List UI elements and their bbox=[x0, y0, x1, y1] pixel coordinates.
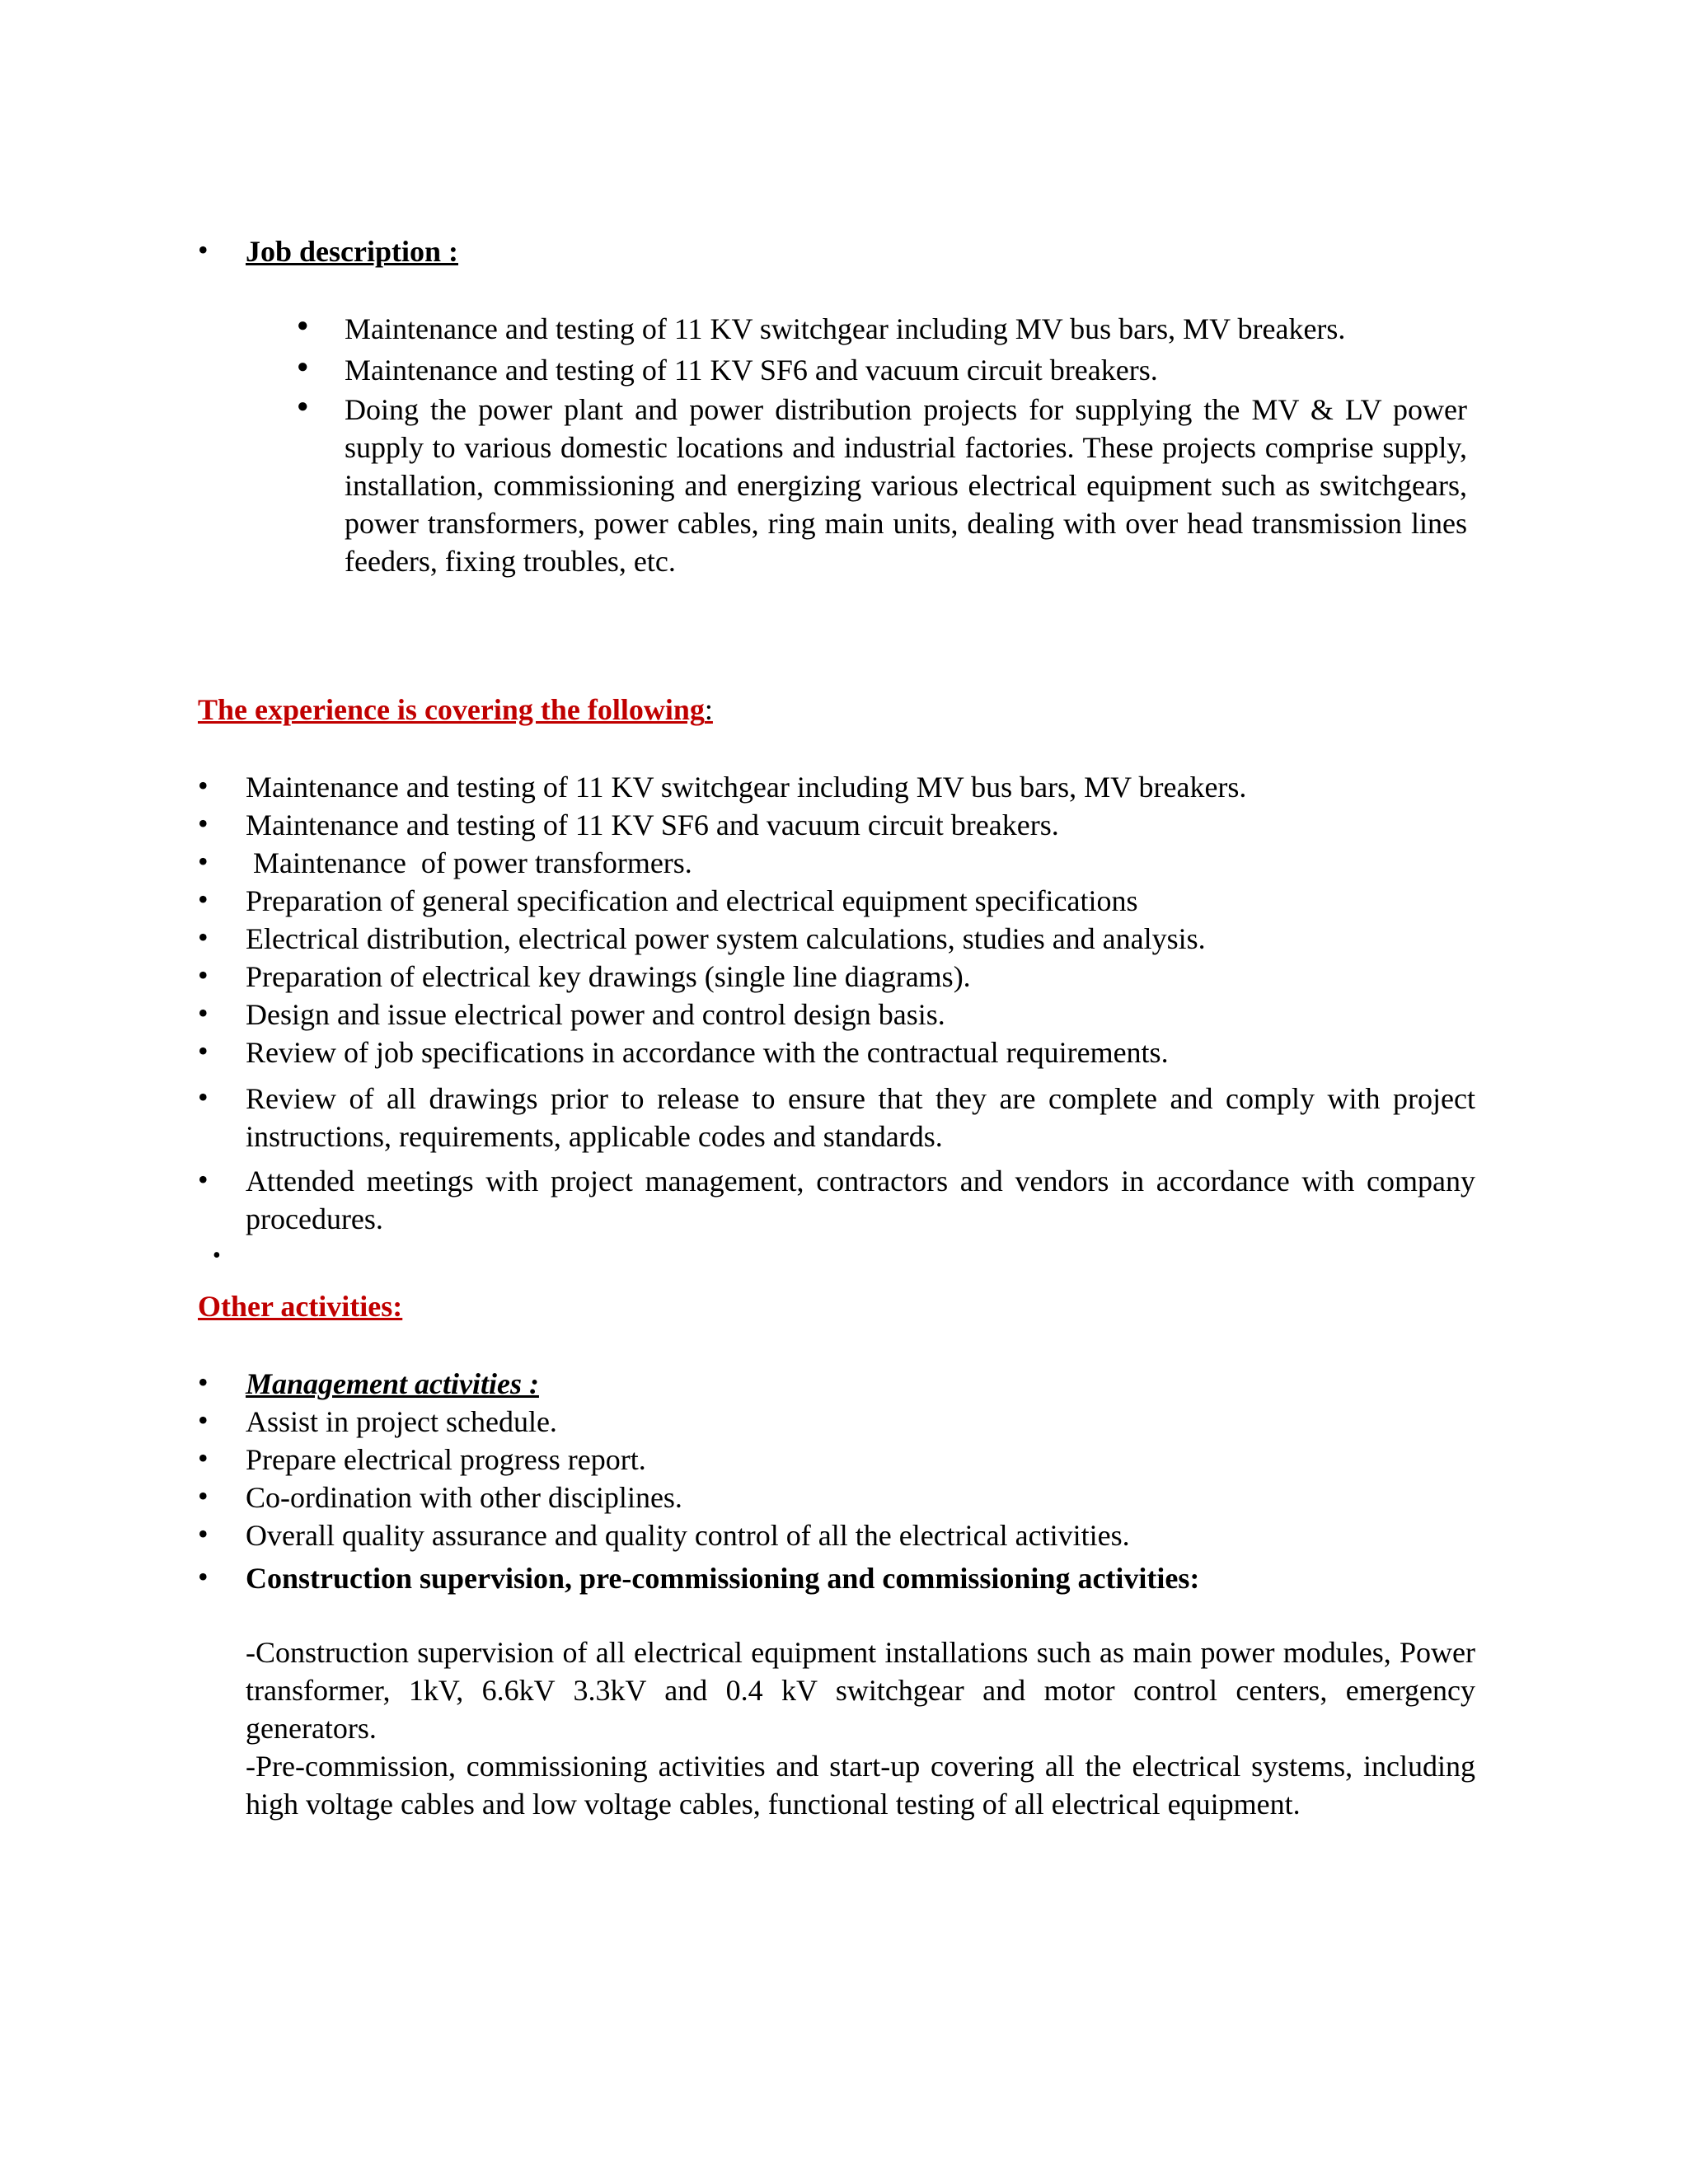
bullet: • bbox=[198, 233, 209, 266]
job-item-text: Maintenance and testing of 11 KV switchgear including MV bus bars, MV breakers. bbox=[345, 312, 1346, 345]
construction-paragraph-2: -Pre-commission, commissioning activities and start-up covering all the electrical systems, including high voltage cables and low voltage cables, functional testing of all electrical equipment. bbox=[246, 1750, 1475, 1821]
sub-bullet: ● bbox=[297, 356, 309, 377]
experience-item-text: Electrical distribution, electrical power system calculations, studies and analysis. bbox=[246, 922, 1206, 955]
experience-item-text: Maintenance and testing of 11 KV SF6 and vacuum circuit breakers. bbox=[246, 808, 1059, 841]
experience-item-text: Attended meetings with project management, contractors and vendors in accordance with company procedures. bbox=[246, 1165, 1475, 1235]
management-item-text: Co-ordination with other disciplines. bbox=[246, 1481, 682, 1514]
job-item-text: Maintenance and testing of 11 KV SF6 and vacuum circuit breakers. bbox=[345, 354, 1158, 387]
experience-item-text: Review of all drawings prior to release to ensure that they are complete and comply with project instructions, requirements, applicable codes and standards. bbox=[246, 1082, 1475, 1153]
bullet: • bbox=[198, 807, 209, 840]
experience-item-text: Preparation of electrical key drawings (single line diagrams). bbox=[246, 960, 971, 993]
bullet: • bbox=[198, 958, 209, 991]
experience-heading-row bbox=[198, 692, 713, 727]
construction-paragraph-1: -Construction supervision of all electrical equipment installations such as main power modules, Power transformer, 1kV, 6.6kV 3.3kV and 0.4 kV switchgear and motor control centers, emergency generators. bbox=[246, 1636, 1475, 1745]
experience-item-text: Design and issue electrical power and control design basis. bbox=[246, 998, 945, 1031]
bullet: • bbox=[198, 1404, 209, 1436]
experience-heading-colon: : bbox=[704, 693, 713, 726]
bullet: • bbox=[213, 1243, 221, 1268]
management-item-text: Assist in project schedule. bbox=[246, 1405, 557, 1438]
bullet: • bbox=[198, 1517, 209, 1550]
experience-heading: The experience is covering the following bbox=[198, 693, 705, 726]
bullet: • bbox=[198, 1366, 209, 1399]
management-item-text: Overall quality assurance and quality control of all the electrical activities. bbox=[246, 1519, 1130, 1552]
job-item-text: Doing the power plant and power distribution projects for supplying the MV & LV power supply to various domestic locations and industrial factories. These projects comprise supply, installation, commissioning and energizing various electrical equipment such as switchgears, power transformers, power cables, ring main units, dealing with over head transmission lines feeders, fixing troubles, etc. bbox=[345, 393, 1467, 578]
bullet: • bbox=[198, 769, 209, 802]
bullet: • bbox=[198, 1163, 209, 1196]
bullet: • bbox=[198, 1034, 209, 1067]
bullet: • bbox=[198, 883, 209, 916]
bullet: • bbox=[198, 1560, 209, 1593]
sub-bullet: ● bbox=[297, 396, 309, 417]
experience-item-text: Review of job specifications in accordance with the contractual requirements. bbox=[246, 1036, 1169, 1069]
bullet: • bbox=[198, 996, 209, 1029]
job-description-heading: Job description : bbox=[246, 235, 459, 268]
experience-item-text: Maintenance and testing of 11 KV switchgear including MV bus bars, MV breakers. bbox=[246, 771, 1247, 804]
experience-item-text: Maintenance of power transformers. bbox=[246, 846, 692, 879]
bullet: • bbox=[198, 1080, 209, 1113]
bullet: • bbox=[198, 1479, 209, 1512]
sub-bullet: ● bbox=[297, 315, 309, 336]
other-activities-heading: Other activities: bbox=[198, 1290, 403, 1323]
experience-item-text: Preparation of general specification and electrical equipment specifications bbox=[246, 884, 1138, 917]
construction-heading: Construction supervision, pre-commissioning and commissioning activities: bbox=[246, 1562, 1200, 1595]
bullet: • bbox=[198, 845, 209, 878]
bullet: • bbox=[198, 921, 209, 954]
bullet: • bbox=[198, 1441, 209, 1474]
management-heading: Management activities : bbox=[246, 1367, 539, 1400]
management-item-text: Prepare electrical progress report. bbox=[246, 1443, 646, 1476]
